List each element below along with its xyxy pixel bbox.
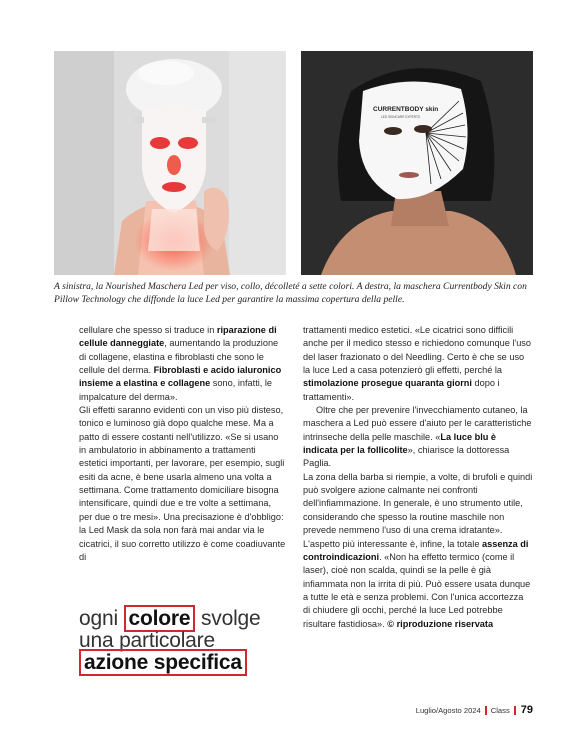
- page-number: 79: [520, 704, 533, 716]
- text-run: , aumentando la produzione di collagene, elastina e fibroblasti che sono le cellule del derma.: [79, 338, 279, 376]
- text-run: . «Non ha effetto termico (come il laser), cioè non scalda, quindi se la pelle è già infiammata non la irrita di più. Può essere usata dunque a tutte le età e senza problemi. Con l'unica accortezza di chiudere gli occhi, perché la luce Led potrebbe risultare fastidiosa».: [303, 551, 531, 629]
- pull-quote-line: [79, 652, 299, 674]
- photo-right-illustration: [301, 51, 533, 275]
- text-run: svolge: [195, 607, 261, 630]
- highlight-text: riparazione di cellule danneggiate: [79, 325, 277, 349]
- text-run: », chiarisce la dottoressa Paglia.: [303, 445, 510, 469]
- paragraph: [303, 471, 533, 631]
- pull-quote: [79, 608, 299, 674]
- text-run: dopo i trattamenti».: [303, 378, 500, 402]
- paragraph: [303, 324, 533, 404]
- text-run: Oltre che per prevenire l'invecchiamento cutaneo, la maschera a Led può essere d'aiuto per le caratteristiche intrinseche della pelle maschile. «: [303, 405, 532, 442]
- text-run: trattamenti medico estetici. «Le cicatrici sono difficili anche per il medico stesso e richiedono comunque l'uso del laser frazionato o del Needling. Certo è che se uso la luce Led a casa potenzierò gli effetti, perché la: [303, 325, 532, 376]
- highlight-text: La luce blu è indicata per la follicolite: [303, 431, 497, 456]
- article-column-right: [303, 324, 533, 631]
- highlight-text: stimolazione prosegue quaranta giorni: [303, 378, 472, 389]
- footer-separator: [514, 706, 516, 715]
- pull-quote-line: una particolare: [79, 629, 215, 652]
- footer-separator: [485, 706, 487, 715]
- photo-caption: A sinistra, la Nourished Maschera Led per viso, collo, décolleté a sette colori. A destra, la maschera Currentbody Skin con Pillow Technology che diffonde la luce Led per garantire la massima copertura della pelle.: [54, 281, 527, 305]
- article-column-left: [79, 324, 286, 564]
- copyright-notice: © riproduzione riservata: [387, 618, 494, 629]
- paragraph: Gli effetti saranno evidenti con un viso più disteso, tonico e luminoso già dopo qualche mese. Ma a patto di essere costanti nell'utilizzo. «Se si usano in ambulatorio in abbinamento a trattamenti estetici importanti, per lavorare, per esempio, sugli esiti da acne, è bene usarla almeno una volta a settimana. Come trattamento domiciliare bisogna intensificare, quindi due e tre volte a settimana, per due o tre mesi». Una precisazione è d'obbligo: la Led Mask da sola non farà mai andar via le cicatrici, il suo corretto utilizzo è come coadiuvante di: [79, 405, 286, 562]
- mask-brand-text: CURRENTBODY skin: [373, 106, 439, 113]
- text-run: sono, infatti, le impalcature del derma».: [79, 378, 273, 402]
- text-run: La zona della barba si riempie, a volte, di brufoli e quindi può svolgere azione calmante nei confronti dell'infiammazione. In generale, è uno strumento utile, considerando che spesso la routine maschile non prevede nemmeno l'uso di una crema idratante». L'aspetto più interessante è, infine, la totale: [303, 471, 533, 549]
- pull-quote-boxed-phrase: azione specifica: [79, 649, 247, 676]
- highlight-text: assenza di controindicazioni: [303, 538, 529, 562]
- photo-left-illustration: [54, 51, 286, 275]
- paragraph: [79, 324, 286, 404]
- pull-quote-line: [79, 608, 299, 630]
- photo-left-nourished-mask: [54, 51, 286, 275]
- pull-quote-boxed-word: colore: [124, 605, 196, 632]
- page-footer: [416, 704, 533, 716]
- text-run: cellulare che spesso si traduce in: [79, 325, 217, 335]
- mask-brand-subtext: LED SKINCARE EXPERTS: [381, 115, 421, 119]
- paragraph: [303, 404, 533, 471]
- magazine-name: Class: [490, 705, 510, 715]
- highlight-text: Fibroblasti e acido ialuronico insieme a elastina e collagene: [79, 365, 282, 389]
- photo-right-currentbody-mask: [301, 51, 533, 275]
- text-run: ogni: [79, 607, 124, 630]
- issue-date: Luglio/Agosto 2024: [415, 705, 481, 715]
